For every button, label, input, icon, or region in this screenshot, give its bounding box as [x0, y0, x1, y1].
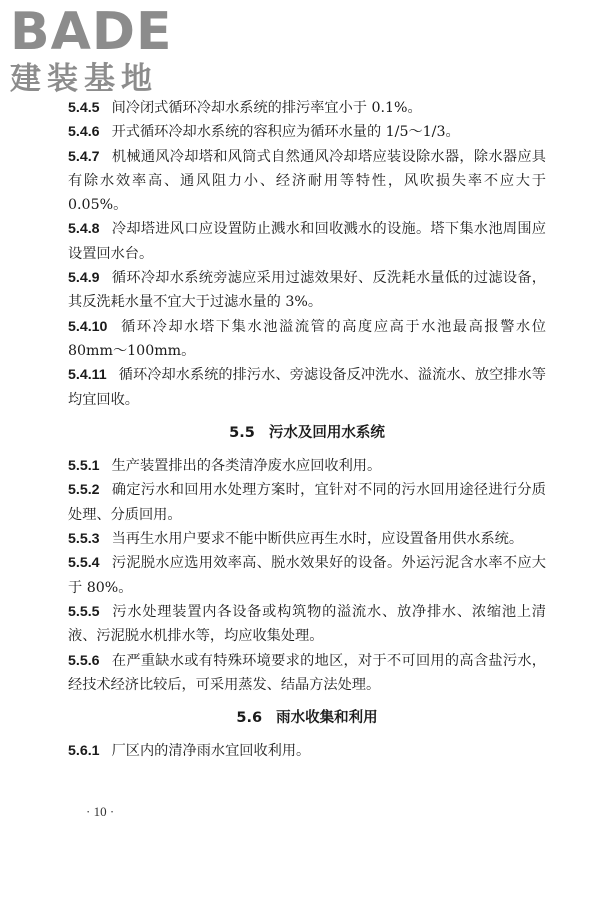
logo-brand: BADE: [10, 2, 173, 62]
clause-5-6-1: 5.6.1 厂区内的清净雨水宜回收利用。: [68, 743, 311, 760]
page-number: · 10 ·: [86, 804, 115, 819]
document-body: [68, 96, 546, 764]
clause-5-4-11: 5.4.11 循环冷却水系统的排污水、旁滤设备反冲洗水、溢流水、放空排水等均宜回收。: [68, 367, 546, 408]
section-5-4-clauses: [68, 96, 546, 412]
section-heading-5-6: 5.6 雨水收集和利用: [236, 710, 378, 727]
clause-5-5-6: 5.5.6 在严重缺水或有特殊环境要求的地区，对于不可回用的高含盐污水，经技术经济比较后，可采用蒸发、结晶方法处理。: [68, 652, 546, 693]
clause-5-5-1: 5.5.1 生产装置排出的各类清净废水应回收利用。: [68, 458, 382, 475]
clause-5-5-5: 5.5.5 污水处理装置内各设备或构筑物的溢流水、放净排水、浓缩池上清液、污泥脱水机排水等，均应收集处理。: [68, 603, 546, 645]
clause-5-5-4: 5.5.4 污泥脱水应选用效率高、脱水效果好的设备。外运污泥含水率不应大于 80%。: [68, 555, 546, 596]
clause-5-4-9: 5.4.9 循环冷却水系统旁滤应采用过滤效果好、反洗耗水量低的过滤设备，其反洗耗水量不宜大于过滤水量的 3%。: [68, 270, 546, 311]
clause-5-4-8: 5.4.8 冷却塔进风口应设置防止溅水和回收溅水的设施。塔下集水池周围应设置回水台。: [68, 221, 546, 262]
clause-5-4-5: 5.4.5 间冷闭式循环冷却水系统的排污率宜小于 0.1%。: [68, 100, 422, 116]
clause-5-5-2: 5.5.2 确定污水和回用水处理方案时，宜针对不同的污水回用途径进行分质处理、分质回用。: [68, 482, 546, 523]
clause-5-5-3: 5.5.3 当再生水用户要求不能中断供应再生水时，应设置备用供水系统。: [68, 531, 524, 548]
logo-subtitle: 建装基地: [10, 61, 158, 97]
clause-5-4-10: 5.4.10 循环冷却水塔下集水池溢流管的高度应高于水池最高报警水位 80mm～100mm。: [68, 318, 546, 359]
watermark-logo: [10, 2, 180, 97]
clause-5-4-7: 5.4.7 机械通风冷却塔和风筒式自然通风冷却塔应装设除水器，除水器应具有除水效率高、通风阻力小、经济耐用等特性，风吹损失率不应大于 0.05%。: [68, 148, 546, 214]
section-5-6-clauses: [68, 739, 546, 763]
section-5-5-clauses: [68, 454, 546, 697]
section-heading-5-5: 5.5 污水及回用水系统: [229, 424, 385, 441]
clause-5-4-6: 5.4.6 开式循环冷却水系统的容积应为循环水量的 1/5～1/3。: [68, 124, 460, 141]
